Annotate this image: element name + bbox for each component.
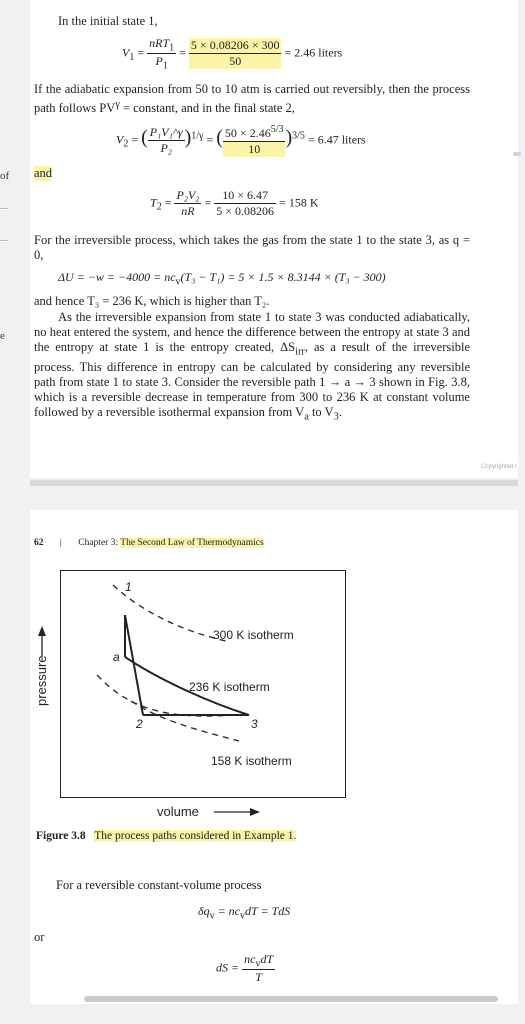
copyright-watermark: Copyrighted r	[480, 464, 517, 470]
chapter-title: The Second Law of Thermodynamics	[120, 538, 264, 548]
equation-t2: $T_2$ = $\frac{\text{P₂V₂}}{nR}$ = $\frac{10 \times 6.47}{5 \times 0.08206}$ = 158 K	[150, 188, 319, 218]
margin-note-e: e	[0, 330, 5, 342]
margin-mark	[0, 240, 8, 241]
or-label: or	[34, 930, 45, 944]
intro-text: In the initial state 1,	[58, 14, 158, 28]
equation-delta-u: $\Delta U = -w = -4000 = nc_v(T_3 - T_1) = 5 \times 1.5 \times 8.3144 \times (T_3 - 300)$	[58, 270, 386, 288]
state-2-label: 2	[136, 717, 143, 731]
path-1-to-2	[125, 615, 143, 715]
and-label: and	[34, 166, 53, 180]
figure-caption: Figure 3.8 The process paths considered in Example 1.	[36, 830, 297, 842]
scroll-position-marker[interactable]	[513, 152, 521, 156]
state-a-label: a	[113, 650, 120, 664]
chapter-label: Chapter 3:	[78, 538, 121, 548]
isotherm-158-curve	[131, 701, 239, 741]
state-1-label: 1	[125, 580, 132, 594]
paragraph-adiabatic: If the adiabatic expansion from 50 to 10 atm is carried out reversibly, then the process path follows $PV^\gamma$ = constant, and in the final state 2,	[34, 82, 470, 116]
y-axis-label: pressure	[34, 655, 49, 706]
page-header	[34, 538, 264, 548]
paragraph-irreversible: For the irreversible process, which takes the gas from the state 1 to the state 3, as q = 0,	[34, 233, 470, 262]
up-arrow-icon	[38, 626, 46, 636]
margin-note-of: of	[0, 170, 10, 182]
state-3-label: 3	[251, 717, 258, 731]
isotherm-236-label: 236 K isotherm	[189, 680, 270, 694]
x-axis-label: volume	[157, 804, 199, 819]
equation-dq: $\delta q_v = nc_vdT$ = TdS	[198, 904, 291, 922]
page-divider	[30, 480, 518, 486]
isotherm-300-label: 300 K isotherm	[213, 628, 294, 642]
paragraph-constant-volume: For a reversible constant-volume process	[56, 878, 262, 892]
header-separator: |	[59, 538, 62, 548]
figure-3-8-diagram	[60, 570, 346, 798]
paragraph-entropy: As the irreversible expansion from state 1 to state 3 was conducted adiabatically, no heat entered the system, and hence the difference between the entropy at state 3 and the entropy at state 1 is the entropy created, $\Delta S_{irr}$, as a result of the irreversible process. This difference in entropy can be calculated by considering any reversible path from state 1 to state 3. Consider the reversible path 1 → a → 3 shown in Fig. 3.8, which is a reversible decrease in temperature from 300 to 236 K at constant volume followed by a reversible isothermal expansion from $V_a$ to $V_3$.	[34, 310, 470, 422]
horizontal-scrollbar[interactable]	[84, 996, 498, 1002]
y-axis	[32, 626, 52, 734]
right-arrow-icon	[214, 806, 260, 818]
page-number: 62	[34, 538, 44, 548]
equation-v1: $V_1$ = $\frac{nRT_1}{P_1}$ = $\frac{5 \times 0.08206 \times 300}{50}$ = 2.46 liters	[122, 36, 343, 72]
equation-v2: $V_2$ = ( $\frac{\text{P₁V₁\textasciicircum{}γ}}{\text{P₂}}$ )$^{1/\gamma}$ = ( $\frac{50 \times 2.46^{5/3}}{10}$ )$^{3/5}$ = 6.47 liters	[116, 124, 366, 156]
isotherm-158-label: 158 K isotherm	[211, 754, 292, 768]
equation-ds: dS = $\frac{nc_vdT}{T}$	[216, 952, 274, 985]
margin-mark	[0, 208, 8, 209]
paragraph-t3-result: and hence T₃ = 236 K, which is higher than T₂.	[34, 294, 270, 308]
